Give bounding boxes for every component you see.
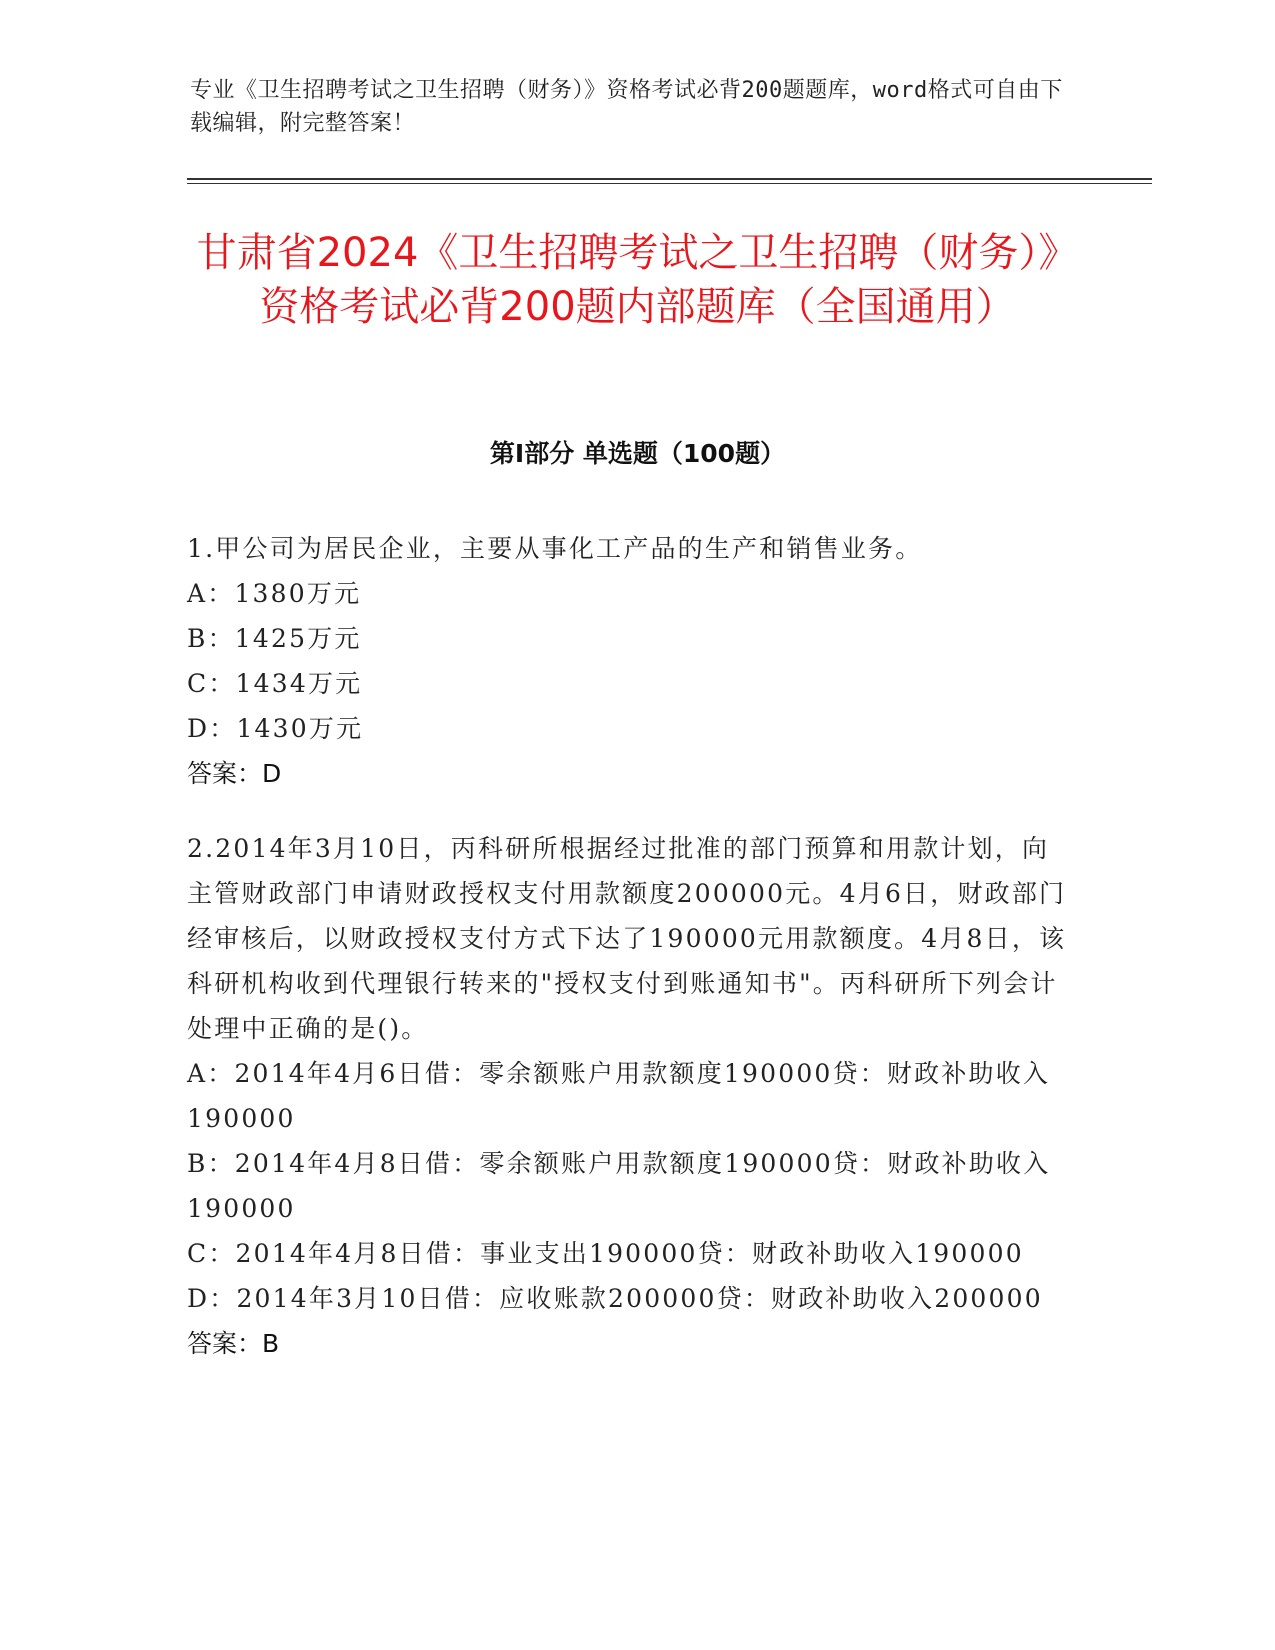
option-b: B：2014年4月8日借：零余额账户用款额度190000贷：财政补助收入190000 [187,1149,1051,1223]
question-list [187,526,1067,1396]
option-a: A：2014年4月6日借：零余额账户用款额度190000贷：财政补助收入190000 [187,1059,1051,1133]
option-d: D：1430万元 [187,714,364,743]
header-note: 专业《卫生招聘考试之卫生招聘（财务）》资格考试必背200题题库，word格式可自由下载编辑，附完整答案！ [190,78,1063,136]
option-a: A：1380万元 [187,579,362,608]
section-heading: 第Ⅰ部分 单选题（100题） [489,439,786,468]
header-divider-thick [187,178,1152,180]
question-stem: 2.2014年3月10日，丙科研所根据经过批准的部门预算和用款计划，向主管财政部门申请财政授权支付用款额度200000元。4月6日，财政部门经审核后，以财政授权支付方式下达了190000元用款额度。4月8日，该科研机构收到代理银行转来的"授权支付到账通知书"。丙科研所下列会计处理中正确的是()。 [187,834,1067,1043]
answer-line: 答案：B [187,1329,280,1358]
header-divider-thin [187,183,1152,184]
document-title: 甘肃省2024《卫生招聘考试之卫生招聘（财务）》资格考试必背200题内部题库（全国通用） [196,230,1079,330]
option-c: C：1434万元 [187,669,363,698]
question-1 [187,526,1067,796]
option-d: D：2014年3月10日借：应收账款200000贷：财政补助收入200000 [187,1284,1043,1313]
question-stem: 1.甲公司为居民企业，主要从事化工产品的生产和销售业务。 [187,534,923,563]
answer-line: 答案：D [187,759,282,788]
question-2 [187,826,1067,1366]
option-b: B：1425万元 [187,624,362,653]
option-c: C：2014年4月8日借：事业支出190000贷：财政补助收入190000 [187,1239,1024,1268]
